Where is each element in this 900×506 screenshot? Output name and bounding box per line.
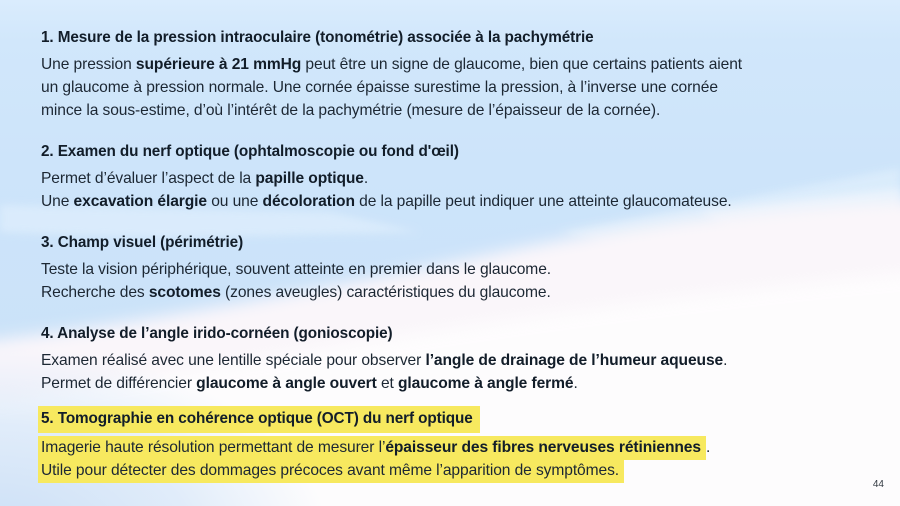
section-5-heading-text: 5. Tomographie en cohérence optique (OCT) du nerf optique [38, 406, 480, 433]
section-5-highlighted [41, 406, 866, 482]
section-3-heading-text: 3. Champ visuel (périmétrie) [41, 234, 244, 251]
text-segment: un glaucome à pression normale. Une cornée épaisse surestime la pression, à l’inverse une cornée [41, 79, 718, 96]
page-number: 44 [872, 479, 884, 490]
text-segment-bold: scotomes [148, 284, 221, 301]
text-segment: Recherche des [41, 284, 149, 301]
section-5-line-1 [41, 436, 866, 459]
section-2 [41, 140, 866, 213]
section-1-line-2 [41, 76, 866, 99]
text-segment: . [363, 170, 369, 187]
section-3-heading [41, 231, 866, 255]
section-1 [41, 26, 866, 122]
text-segment: Permet de différencier [41, 375, 197, 392]
text-segment: (zones aveugles) caractéristiques du glaucome. [220, 284, 551, 301]
section-1-line-3 [41, 99, 866, 122]
text-segment-bold: supérieure à 21 mmHg [135, 56, 302, 73]
text-segment: mince la sous-estime, d’où l’intérêt de la pachymétrie (mesure de l’épaisseur de la cornée). [41, 102, 661, 119]
text-segment: Examen réalisé avec une lentille spéciale pour observer [41, 352, 426, 369]
text-segment: de la papille peut indiquer une atteinte glaucomateuse. [354, 193, 732, 210]
text-segment-bold: glaucome à angle fermé [398, 375, 574, 392]
text-segment-bold: l’angle de drainage de l’humeur aqueuse [425, 352, 724, 369]
section-4-line-2 [41, 372, 866, 395]
section-1-heading-text: 1. Mesure de la pression intraoculaire (tonométrie) associée à la pachymétrie [41, 29, 594, 46]
text-segment: Teste la vision périphérique, souvent atteinte en premier dans le glaucome. [41, 261, 551, 278]
text-segment: . [573, 375, 578, 392]
section-4-line-1 [41, 349, 866, 372]
section-1-heading [41, 26, 866, 50]
text-segment: peut être un signe de glaucome, bien que certains patients aient [301, 56, 743, 73]
text-segment-bold-highlighted: épaisseur des fibres nerveuses rétiniennes [385, 436, 706, 460]
text-segment: . [723, 352, 728, 369]
slide-content [41, 26, 866, 482]
text-segment: ou une [206, 193, 263, 210]
section-2-line-2 [41, 190, 866, 213]
section-5-heading [41, 406, 866, 433]
text-segment: et [376, 375, 398, 392]
text-segment: Une pression [41, 56, 136, 73]
section-2-line-1 [41, 167, 866, 190]
section-2-heading-text: 2. Examen du nerf optique (ophtalmoscopie ou fond d'œil) [41, 143, 459, 160]
section-3-line-1 [41, 258, 866, 281]
text-segment-bold: décoloration [262, 193, 355, 210]
section-3-line-2 [41, 281, 866, 304]
section-4 [41, 322, 866, 395]
text-segment-highlighted: Imagerie haute résolution permettant de mesurer l’ [38, 436, 385, 460]
text-segment: Permet d’évaluer l’aspect de la [41, 170, 256, 187]
text-segment: . [705, 439, 711, 456]
text-segment-bold: papille optique [255, 170, 364, 187]
text-segment-bold: glaucome à angle ouvert [196, 375, 377, 392]
section-2-heading [41, 140, 866, 164]
text-segment: Une [41, 193, 74, 210]
text-segment-bold: excavation élargie [73, 193, 207, 210]
section-5-line-2 [41, 459, 866, 482]
section-4-heading-text: 4. Analyse de l’angle irido-cornéen (gonioscopie) [41, 325, 393, 342]
section-3 [41, 231, 866, 304]
section-1-line-1 [41, 53, 866, 76]
text-segment-highlighted: Utile pour détecter des dommages précoces avant même l’apparition de symptômes. [38, 459, 624, 483]
section-4-heading [41, 322, 866, 346]
